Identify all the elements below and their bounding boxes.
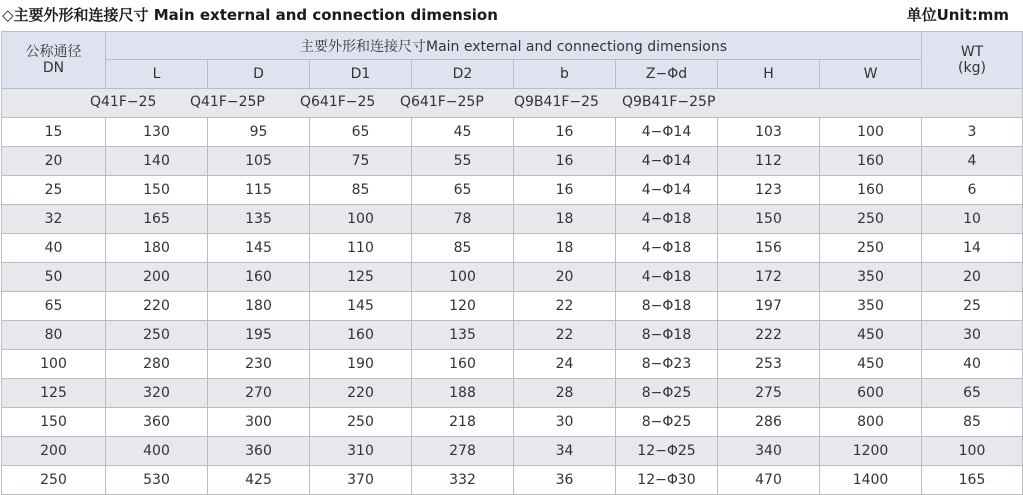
table-cell: 160 [412, 350, 514, 379]
column-header: Z−Φd [616, 60, 718, 89]
table-cell: 450 [820, 321, 922, 350]
table-cell: 65 [922, 379, 1023, 408]
table-row [2, 379, 1023, 408]
table-cell: 180 [208, 292, 310, 321]
table-cell: 135 [208, 205, 310, 234]
table-cell: 3 [922, 118, 1023, 147]
table-cell: 1200 [820, 437, 922, 466]
table-cell: 55 [412, 147, 514, 176]
table-cell: 4−Φ18 [616, 263, 718, 292]
table-cell: 400 [106, 437, 208, 466]
model-number: Q41F−25P [190, 94, 265, 110]
table-cell: 160 [820, 176, 922, 205]
table-cell: 286 [718, 408, 820, 437]
table-cell: 112 [718, 147, 820, 176]
table-cell: 85 [922, 408, 1023, 437]
table-cell: 250 [820, 234, 922, 263]
table-cell: 15 [2, 118, 106, 147]
table-cell: 1400 [820, 466, 922, 495]
table-row [2, 176, 1023, 205]
table-cell: 253 [718, 350, 820, 379]
table-cell: 150 [106, 176, 208, 205]
table-cell: 4−Φ14 [616, 118, 718, 147]
model-number: Q641F−25P [400, 94, 484, 110]
table-cell: 172 [718, 263, 820, 292]
table-cell: 10 [922, 205, 1023, 234]
table-cell: 250 [820, 205, 922, 234]
table-cell: 40 [2, 234, 106, 263]
table-cell: 320 [106, 379, 208, 408]
table-cell: 25 [2, 176, 106, 205]
table-cell: 140 [106, 147, 208, 176]
table-cell: 100 [310, 205, 412, 234]
table-cell: 8−Φ18 [616, 321, 718, 350]
table-cell: 150 [2, 408, 106, 437]
column-header: H [718, 60, 820, 89]
table-cell: 18 [514, 205, 616, 234]
unit-label: 单位Unit:mm [906, 6, 1009, 24]
dimension-table [1, 31, 1023, 495]
table-cell: 8−Φ25 [616, 379, 718, 408]
table-cell: 36 [514, 466, 616, 495]
table-cell: 188 [412, 379, 514, 408]
table-cell: 45 [412, 118, 514, 147]
table-cell: 160 [820, 147, 922, 176]
table-cell: 80 [2, 321, 106, 350]
table-cell: 600 [820, 379, 922, 408]
dimensions-group-header: 主要外形和连接尺寸Main external and connectiong dimensions [106, 32, 922, 60]
table-cell: 350 [820, 292, 922, 321]
table-cell: 32 [2, 205, 106, 234]
table-row [2, 321, 1023, 350]
table-cell: 20 [922, 263, 1023, 292]
table-row [2, 466, 1023, 495]
table-row [2, 263, 1023, 292]
page-title: ◇主要外形和连接尺寸 Main external and connection dimension [2, 6, 498, 24]
table-cell: 16 [514, 147, 616, 176]
table-cell: 8−Φ18 [616, 292, 718, 321]
table-cell: 30 [922, 321, 1023, 350]
table-cell: 65 [2, 292, 106, 321]
table-cell: 197 [718, 292, 820, 321]
table-cell: 22 [514, 292, 616, 321]
table-cell: 8−Φ25 [616, 408, 718, 437]
nominal-diameter-header: 公称通径 DN [2, 32, 106, 89]
table-cell: 370 [310, 466, 412, 495]
table-cell: 230 [208, 350, 310, 379]
table-cell: 24 [514, 350, 616, 379]
table-cell: 332 [412, 466, 514, 495]
table-cell: 34 [514, 437, 616, 466]
table-cell: 25 [922, 292, 1023, 321]
column-header: D1 [310, 60, 412, 89]
table-cell: 100 [2, 350, 106, 379]
table-cell: 65 [412, 176, 514, 205]
table-cell: 200 [106, 263, 208, 292]
table-cell: 145 [310, 292, 412, 321]
table-cell: 75 [310, 147, 412, 176]
model-number: Q9B41F−25 [514, 94, 599, 110]
table-cell: 8−Φ23 [616, 350, 718, 379]
table-cell: 130 [106, 118, 208, 147]
column-header: W [820, 60, 922, 89]
table-cell: 310 [310, 437, 412, 466]
column-header: D2 [412, 60, 514, 89]
table-cell: 28 [514, 379, 616, 408]
table-cell: 360 [106, 408, 208, 437]
model-number: Q9B41F−25P [622, 94, 716, 110]
table-cell: 4−Φ18 [616, 205, 718, 234]
table-cell: 250 [106, 321, 208, 350]
table-cell: 40 [922, 350, 1023, 379]
table-cell: 135 [412, 321, 514, 350]
column-header: L [106, 60, 208, 89]
table-cell: 105 [208, 147, 310, 176]
table-cell: 22 [514, 321, 616, 350]
table-cell: 14 [922, 234, 1023, 263]
table-cell: 150 [718, 205, 820, 234]
table-row [2, 147, 1023, 176]
table-cell: 200 [2, 437, 106, 466]
table-cell: 4−Φ18 [616, 234, 718, 263]
table-cell: 85 [412, 234, 514, 263]
table-cell: 145 [208, 234, 310, 263]
table-cell: 220 [106, 292, 208, 321]
table-row [2, 118, 1023, 147]
table-cell: 530 [106, 466, 208, 495]
table-cell: 103 [718, 118, 820, 147]
table-row [2, 437, 1023, 466]
model-number: Q641F−25 [300, 94, 376, 110]
table-cell: 425 [208, 466, 310, 495]
table-cell: 270 [208, 379, 310, 408]
table-row [2, 292, 1023, 321]
table-cell: 18 [514, 234, 616, 263]
model-number: Q41F−25 [90, 94, 157, 110]
table-cell: 156 [718, 234, 820, 263]
table-cell: 470 [718, 466, 820, 495]
table-cell: 110 [310, 234, 412, 263]
table-cell: 218 [412, 408, 514, 437]
table-cell: 250 [2, 466, 106, 495]
table-cell: 16 [514, 118, 616, 147]
table-cell: 340 [718, 437, 820, 466]
table-cell: 350 [820, 263, 922, 292]
table-cell: 78 [412, 205, 514, 234]
table-cell: 165 [106, 205, 208, 234]
table-cell: 4−Φ14 [616, 176, 718, 205]
table-cell: 190 [310, 350, 412, 379]
table-cell: 165 [922, 466, 1023, 495]
table-cell: 450 [820, 350, 922, 379]
table-cell: 20 [514, 263, 616, 292]
table-cell: 300 [208, 408, 310, 437]
table-cell: 275 [718, 379, 820, 408]
column-header: b [514, 60, 616, 89]
table-cell: 12−Φ30 [616, 466, 718, 495]
page-header [0, 0, 1023, 30]
table-cell: 160 [310, 321, 412, 350]
table-cell: 222 [718, 321, 820, 350]
table-cell: 4 [922, 147, 1023, 176]
table-cell: 100 [922, 437, 1023, 466]
table-cell: 115 [208, 176, 310, 205]
table-cell: 100 [820, 118, 922, 147]
table-cell: 180 [106, 234, 208, 263]
table-row [2, 408, 1023, 437]
table-cell: 100 [412, 263, 514, 292]
table-cell: 6 [922, 176, 1023, 205]
table-cell: 160 [208, 263, 310, 292]
table-cell: 4−Φ14 [616, 147, 718, 176]
table-cell: 85 [310, 176, 412, 205]
table-cell: 95 [208, 118, 310, 147]
table-cell: 30 [514, 408, 616, 437]
table-cell: 123 [718, 176, 820, 205]
table-row [2, 205, 1023, 234]
table-cell: 20 [2, 147, 106, 176]
table-cell: 125 [310, 263, 412, 292]
model-numbers-row [2, 89, 1023, 118]
table-cell: 360 [208, 437, 310, 466]
table-cell: 12−Φ25 [616, 437, 718, 466]
table-cell: 220 [310, 379, 412, 408]
table-cell: 50 [2, 263, 106, 292]
table-cell: 278 [412, 437, 514, 466]
weight-header: WT (kg) [922, 32, 1023, 89]
table-cell: 250 [310, 408, 412, 437]
table-cell: 125 [2, 379, 106, 408]
table-cell: 16 [514, 176, 616, 205]
table-row [2, 234, 1023, 263]
table-cell: 280 [106, 350, 208, 379]
table-cell: 65 [310, 118, 412, 147]
table-row [2, 350, 1023, 379]
column-header: D [208, 60, 310, 89]
table-cell: 800 [820, 408, 922, 437]
table-cell: 195 [208, 321, 310, 350]
table-cell: 120 [412, 292, 514, 321]
